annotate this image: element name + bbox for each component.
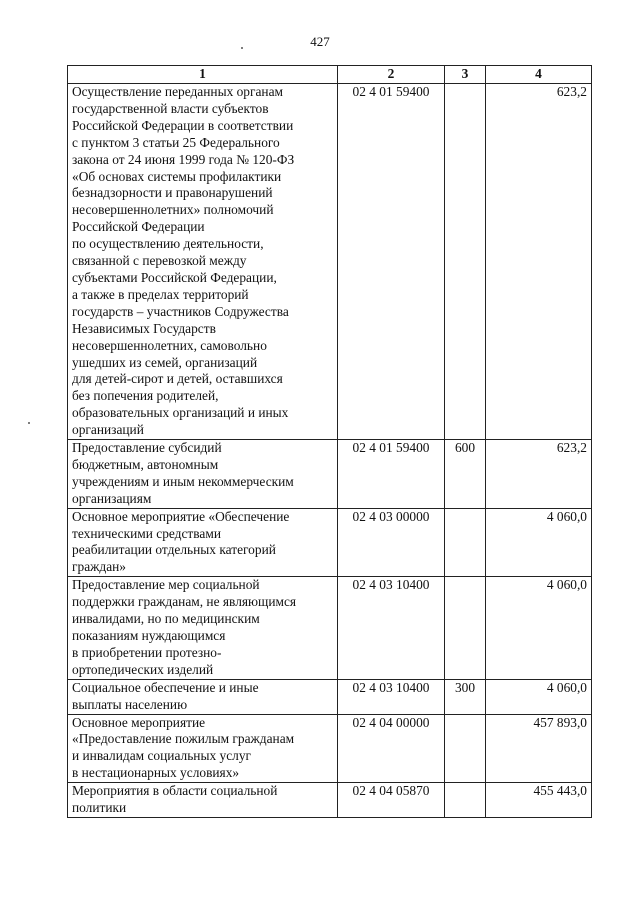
row-type: 600 [445, 440, 486, 509]
row-name: Основное мероприятие «Обеспечение техническими средствами реабилитации отдельных категорий граждан» [68, 508, 338, 577]
row-amount: 4 060,0 [486, 577, 592, 679]
row-code: 02 4 04 00000 [338, 714, 445, 783]
table-row [68, 714, 592, 783]
budget-table [67, 65, 592, 818]
row-code: 02 4 03 00000 [338, 508, 445, 577]
table-row [68, 440, 592, 509]
row-name: Мероприятия в области социальной политики [68, 783, 338, 818]
column-header-name: 1 [68, 66, 338, 84]
table-row [68, 783, 592, 818]
table-row [68, 577, 592, 679]
row-code: 02 4 01 59400 [338, 84, 445, 440]
row-name: Социальное обеспечение и иные выплаты населению [68, 679, 338, 714]
table-row [68, 84, 592, 440]
table-header-row [68, 66, 592, 84]
row-amount: 457 893,0 [486, 714, 592, 783]
row-name: Предоставление мер социальной поддержки гражданам, не являющимся инвалидами, но по медицинским показаниям нуждающимся в приобретении протезно- ортопедических изделий [68, 577, 338, 679]
row-code: 02 4 04 05870 [338, 783, 445, 818]
row-name: Основное мероприятие «Предоставление пожилым гражданам и инвалидам социальных услуг в нестационарных условиях» [68, 714, 338, 783]
scan-speck [241, 47, 243, 49]
column-header-code: 2 [338, 66, 445, 84]
row-code: 02 4 03 10400 [338, 679, 445, 714]
row-name: Осуществление переданных органам государственной власти субъектов Российской Федерации в соответствии с пунктом 3 статьи 25 Федерального закона от 24 июня 1999 года № 120-ФЗ «Об основах системы профилактики безнадзорности и правонарушений несовершеннолетних» полномочий Российской Федерации по осуществлению деятельности, связанной с перевозкой между субъектами Российской Федерации, а также в пределах территорий государств – участников Содружества Независимых Государств несовершеннолетних, самовольно ушедших из семей, организаций для детей-сирот и детей, оставшихся без попечения родителей, образовательных организаций и иных организаций [68, 84, 338, 440]
row-code: 02 4 01 59400 [338, 440, 445, 509]
row-name: Предоставление субсидий бюджетным, автономным учреждениям и иным некоммерческим организациям [68, 440, 338, 509]
row-type [445, 783, 486, 818]
row-type [445, 508, 486, 577]
scan-speck [28, 422, 30, 424]
column-header-type: 3 [445, 66, 486, 84]
row-amount: 455 443,0 [486, 783, 592, 818]
row-type: 300 [445, 679, 486, 714]
row-type [445, 577, 486, 679]
row-amount: 623,2 [486, 440, 592, 509]
table-row [68, 508, 592, 577]
column-header-amount: 4 [486, 66, 592, 84]
row-amount: 4 060,0 [486, 508, 592, 577]
page-number: 427 [310, 34, 330, 49]
row-amount: 4 060,0 [486, 679, 592, 714]
row-type [445, 714, 486, 783]
row-code: 02 4 03 10400 [338, 577, 445, 679]
table-row [68, 679, 592, 714]
row-type [445, 84, 486, 440]
row-amount: 623,2 [486, 84, 592, 440]
